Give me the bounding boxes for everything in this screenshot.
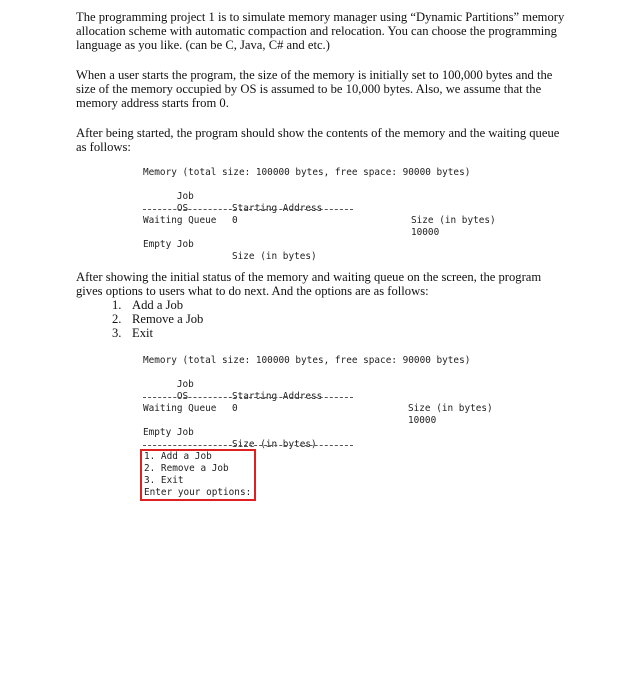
col-size: Size (in bytes) xyxy=(408,403,493,414)
menu-item-remove-job: 2. Remove a Job xyxy=(144,463,229,474)
menu-prompt: Enter your options: xyxy=(144,487,252,498)
options-paragraph: After showing the initial status of the memory and waiting queue on the screen, the program gives options to users what to do next. And the options are as follows: xyxy=(76,270,542,298)
os-start: 0 xyxy=(232,403,238,414)
divider xyxy=(143,203,353,215)
col-job: Job xyxy=(176,191,194,202)
memory-header: Memory (total size: 100000 bytes, free space: 90000 bytes) xyxy=(143,167,471,178)
list-item: 2. Remove a Job xyxy=(112,312,204,326)
queue-col-size: Size (in bytes) xyxy=(232,251,317,262)
divider xyxy=(143,391,353,403)
queue-header: Waiting Queue xyxy=(143,403,217,414)
console-output-initial xyxy=(143,167,515,262)
col-size: Size (in bytes) xyxy=(411,215,496,226)
list-item: 1. Add a Job xyxy=(112,298,184,312)
queue-empty: Empty xyxy=(143,239,172,250)
options-list xyxy=(112,298,203,340)
console-menu xyxy=(144,451,251,499)
col-job: Job xyxy=(176,379,194,390)
menu-item-add-job: 1. Add a Job xyxy=(144,451,212,462)
memory-header: Memory (total size: 100000 bytes, free space: 90000 bytes) xyxy=(143,355,471,366)
display-paragraph: After being started, the program should show the contents of the memory and the waiting queue as follows: xyxy=(76,126,560,154)
console-output-with-menu xyxy=(143,355,515,451)
os-size: 10000 xyxy=(408,415,437,426)
col-starting-address: Starting Address xyxy=(232,203,323,214)
os-job: OS xyxy=(176,203,189,214)
startup-paragraph: When a user starts the program, the size of the memory is initially set to 100,000 bytes and the size of the memory occupied by OS is assumed to be 10,000 bytes. Also, we assume that the memory address starts from 0. xyxy=(76,68,553,110)
os-size: 10000 xyxy=(411,227,440,238)
queue-col-job: Job xyxy=(176,239,194,250)
intro-paragraph: The programming project 1 is to simulate memory manager using “Dynamic Partitions” memory allocation scheme with automatic compaction and relocation. You can choose the programming language as you like. (can be C, Java, C# and etc.) xyxy=(76,10,565,52)
queue-col-job: Job xyxy=(176,427,194,438)
queue-empty: Empty xyxy=(143,427,172,438)
list-item: 3. Exit xyxy=(112,326,153,340)
queue-col-size: Size (in bytes) xyxy=(232,439,317,450)
menu-item-exit: 3. Exit xyxy=(144,475,184,486)
os-job: OS xyxy=(176,391,189,402)
queue-header: Waiting Queue xyxy=(143,215,217,226)
os-start: 0 xyxy=(232,215,238,226)
col-starting-address: Starting Address xyxy=(232,391,323,402)
